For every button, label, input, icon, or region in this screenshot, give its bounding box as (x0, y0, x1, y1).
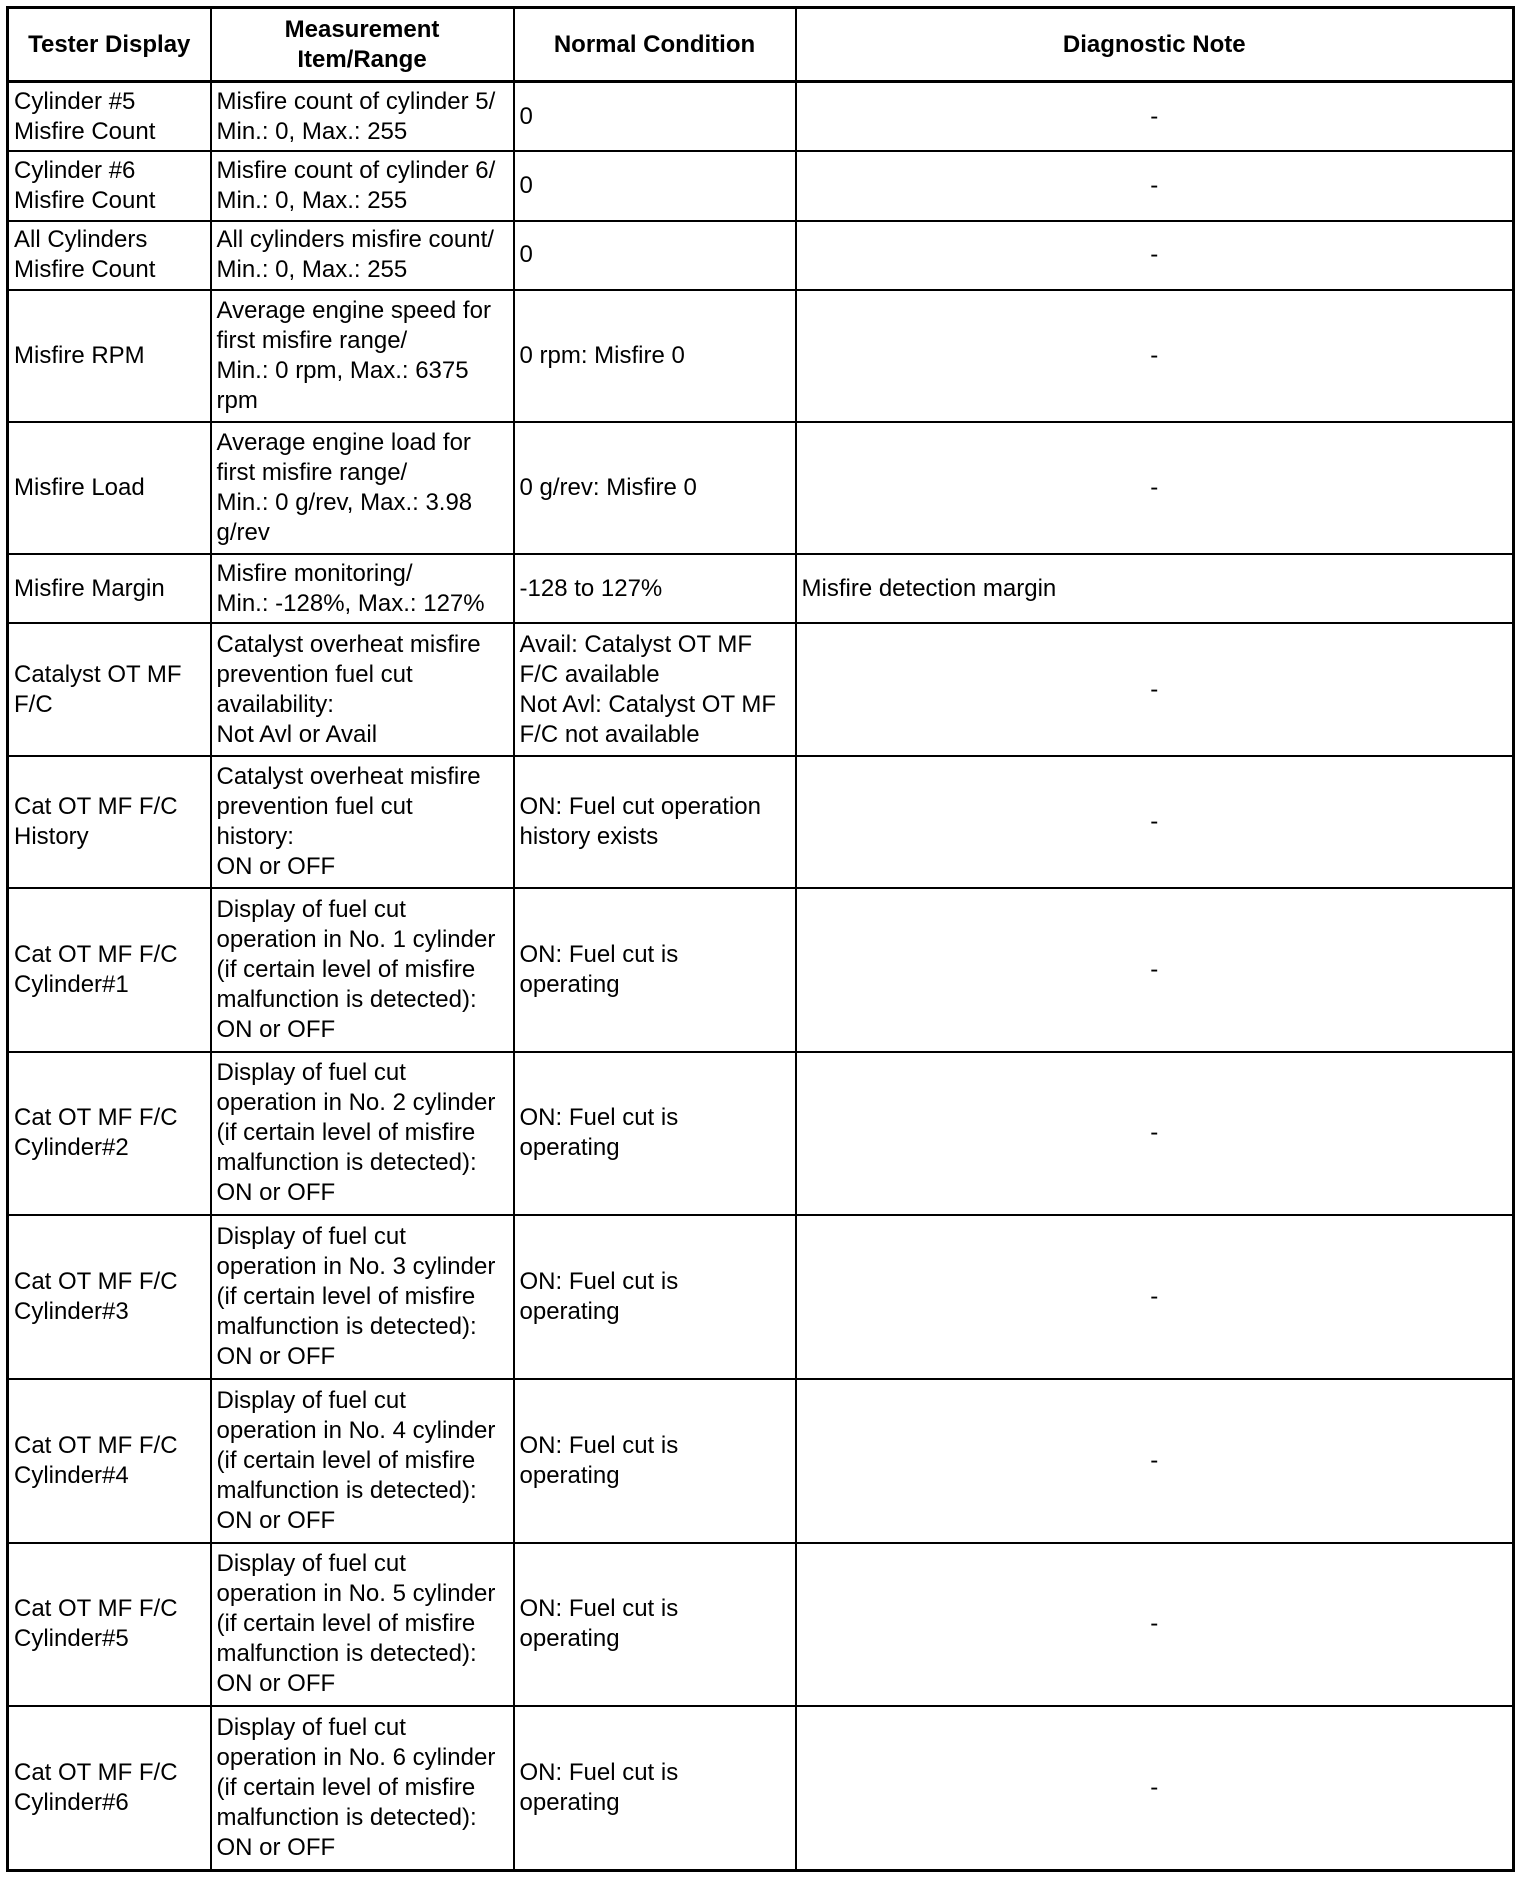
diagnostic-note-cell: - (796, 623, 1514, 755)
normal-condition-cell: ON: Fuel cut is operating (514, 1706, 796, 1870)
diagnostic-note-cell: - (796, 82, 1514, 152)
normal-condition-cell: ON: Fuel cut is operating (514, 1379, 796, 1543)
table-body (8, 82, 1514, 1871)
tester-display-cell: Cylinder #5 Misfire Count (8, 82, 211, 152)
diagnostic-note-cell: - (796, 1215, 1514, 1379)
tester-display-cell: Cat OT MF F/C History (8, 756, 211, 888)
diagnostic-note-cell: - (796, 221, 1514, 290)
table-row (8, 1215, 1514, 1379)
diagnostic-note-cell: Misfire detection margin (796, 554, 1514, 623)
diagnostic-note-cell: - (796, 756, 1514, 888)
measurement-range-cell: Display of fuel cut operation in No. 4 cylinder (if certain level of misfire malfunction is detected): ON or OFF (211, 1379, 514, 1543)
tester-display-cell: All Cylinders Misfire Count (8, 221, 211, 290)
table-row (8, 82, 1514, 152)
tester-display-cell: Cat OT MF F/C Cylinder#3 (8, 1215, 211, 1379)
measurement-range-cell: Display of fuel cut operation in No. 5 cylinder (if certain level of misfire malfunction is detected): ON or OFF (211, 1543, 514, 1707)
tester-display-cell: Misfire RPM (8, 290, 211, 422)
diagnostic-note-cell: - (796, 151, 1514, 220)
normal-condition-cell: ON: Fuel cut is operating (514, 1215, 796, 1379)
tester-display-cell: Cat OT MF F/C Cylinder#6 (8, 1706, 211, 1870)
table-row (8, 756, 1514, 888)
diagnostic-note-cell: - (796, 422, 1514, 554)
normal-condition-cell: 0 (514, 151, 796, 220)
header-tester-display: Tester Display (8, 8, 211, 82)
table-row (8, 1052, 1514, 1216)
measurement-range-cell: Misfire count of cylinder 6/ Min.: 0, Max.: 255 (211, 151, 514, 220)
header-normal-condition: Normal Condition (514, 8, 796, 82)
diagnostic-note-cell: - (796, 888, 1514, 1052)
normal-condition-cell: 0 (514, 82, 796, 152)
table-row (8, 290, 1514, 422)
diagnostic-note-cell: - (796, 1379, 1514, 1543)
normal-condition-cell: ON: Fuel cut operation history exists (514, 756, 796, 888)
normal-condition-cell: 0 g/rev: Misfire 0 (514, 422, 796, 554)
tester-display-cell: Cat OT MF F/C Cylinder#2 (8, 1052, 211, 1216)
tester-display-cell: Misfire Margin (8, 554, 211, 623)
tester-display-cell: Cat OT MF F/C Cylinder#4 (8, 1379, 211, 1543)
normal-condition-cell: ON: Fuel cut is operating (514, 1052, 796, 1216)
normal-condition-cell: 0 (514, 221, 796, 290)
measurement-range-cell: Display of fuel cut operation in No. 6 cylinder (if certain level of misfire malfunction is detected): ON or OFF (211, 1706, 514, 1870)
diagnostic-note-cell: - (796, 1706, 1514, 1870)
measurement-range-cell: Misfire count of cylinder 5/ Min.: 0, Max.: 255 (211, 82, 514, 152)
table-row (8, 422, 1514, 554)
diagnostic-data-table (6, 6, 1515, 1872)
table-row (8, 554, 1514, 623)
measurement-range-cell: Display of fuel cut operation in No. 2 cylinder (if certain level of misfire malfunction is detected): ON or OFF (211, 1052, 514, 1216)
measurement-range-cell: Average engine load for first misfire range/ Min.: 0 g/rev, Max.: 3.98 g/rev (211, 422, 514, 554)
header-row (8, 8, 1514, 82)
table-row (8, 1706, 1514, 1870)
measurement-range-cell: Display of fuel cut operation in No. 3 cylinder (if certain level of misfire malfunction is detected): ON or OFF (211, 1215, 514, 1379)
tester-display-cell: Cat OT MF F/C Cylinder#5 (8, 1543, 211, 1707)
tester-display-cell: Catalyst OT MF F/C (8, 623, 211, 755)
tester-display-cell: Cylinder #6 Misfire Count (8, 151, 211, 220)
measurement-range-cell: Catalyst overheat misfire prevention fuel cut history: ON or OFF (211, 756, 514, 888)
normal-condition-cell: 0 rpm: Misfire 0 (514, 290, 796, 422)
normal-condition-cell: ON: Fuel cut is operating (514, 1543, 796, 1707)
diagnostic-note-cell: - (796, 290, 1514, 422)
diagnostic-note-cell: - (796, 1543, 1514, 1707)
table-row (8, 888, 1514, 1052)
normal-condition-cell: ON: Fuel cut is operating (514, 888, 796, 1052)
measurement-range-cell: Average engine speed for first misfire range/ Min.: 0 rpm, Max.: 6375 rpm (211, 290, 514, 422)
tester-display-cell: Cat OT MF F/C Cylinder#1 (8, 888, 211, 1052)
table-row (8, 221, 1514, 290)
table-row (8, 1379, 1514, 1543)
normal-condition-cell: -128 to 127% (514, 554, 796, 623)
tester-display-cell: Misfire Load (8, 422, 211, 554)
measurement-range-cell: Display of fuel cut operation in No. 1 cylinder (if certain level of misfire malfunction is detected): ON or OFF (211, 888, 514, 1052)
measurement-range-cell: Catalyst overheat misfire prevention fuel cut availability: Not Avl or Avail (211, 623, 514, 755)
table-header (8, 8, 1514, 82)
measurement-range-cell: All cylinders misfire count/ Min.: 0, Max.: 255 (211, 221, 514, 290)
table-row (8, 1543, 1514, 1707)
table-row (8, 151, 1514, 220)
normal-condition-cell: Avail: Catalyst OT MF F/C available Not Avl: Catalyst OT MF F/C not available (514, 623, 796, 755)
measurement-range-cell: Misfire monitoring/ Min.: -128%, Max.: 127% (211, 554, 514, 623)
diagnostic-note-cell: - (796, 1052, 1514, 1216)
table-row (8, 623, 1514, 755)
header-measurement-item-range: Measurement Item/Range (211, 8, 514, 82)
header-diagnostic-note: Diagnostic Note (796, 8, 1514, 82)
